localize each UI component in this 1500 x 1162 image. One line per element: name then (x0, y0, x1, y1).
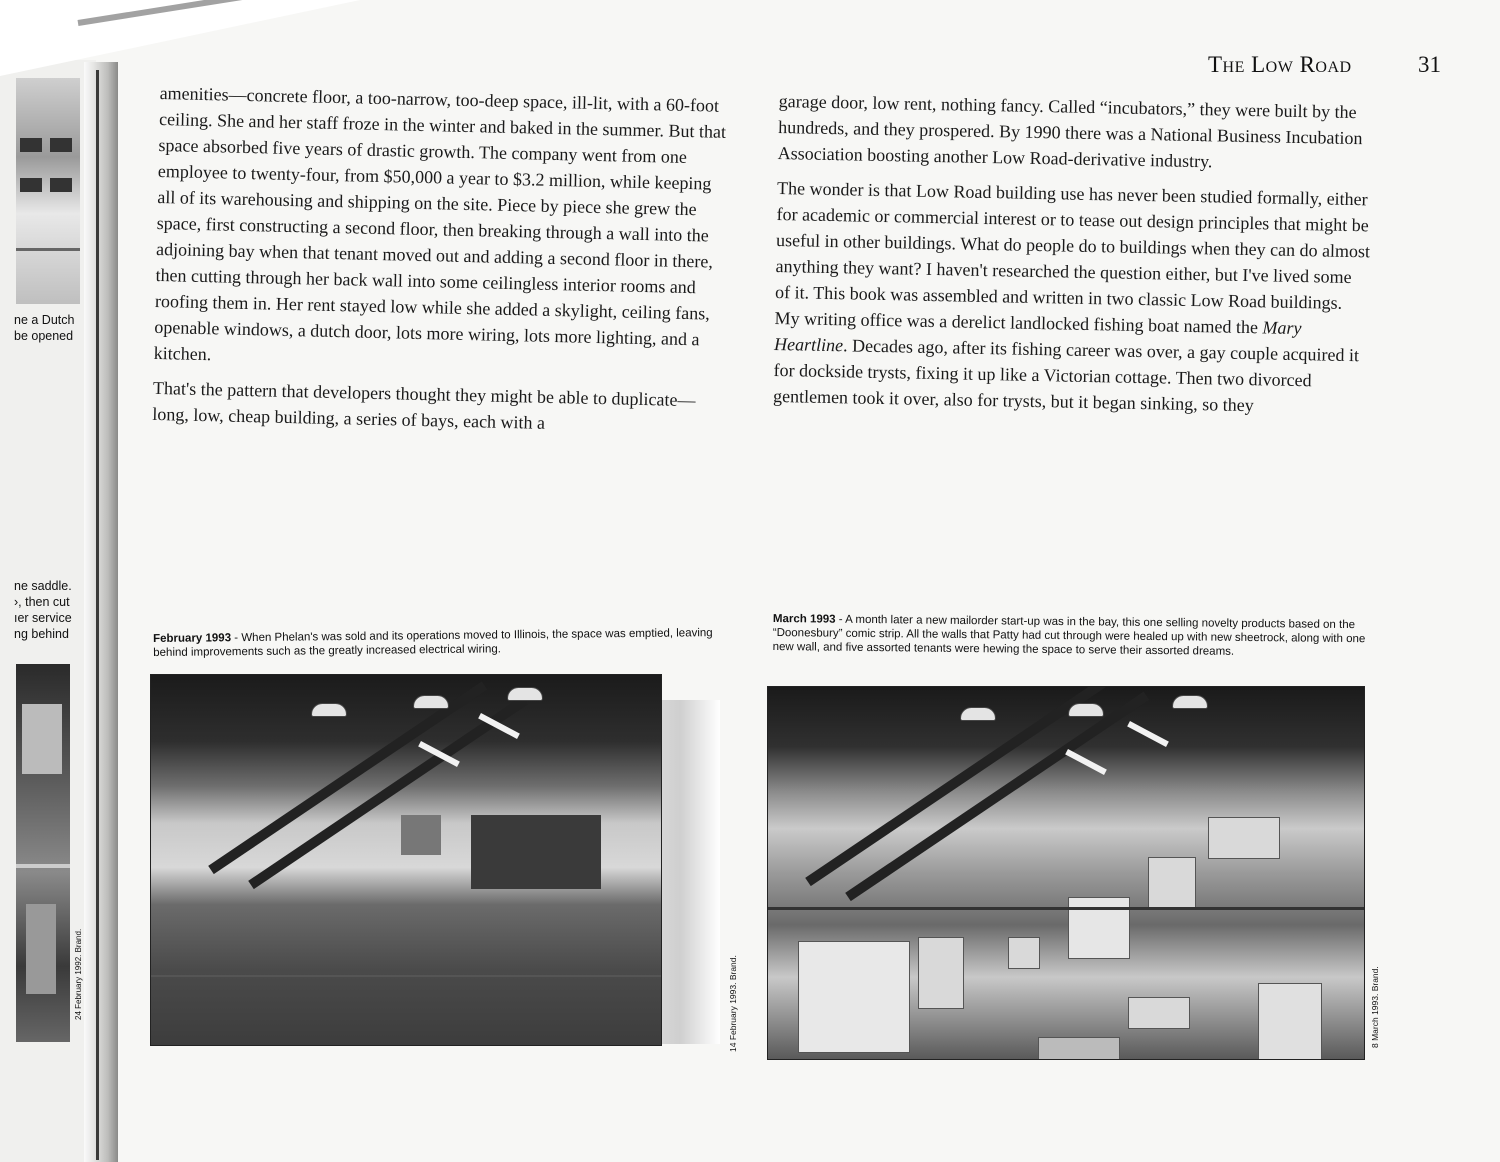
paragraph: That's the pattern that developers thought they might be able to duplicate—long, low, cheap building, a series of bays, each with a (152, 377, 696, 433)
left-caption-a: ne a Dutch be opened (14, 313, 75, 343)
text-column-left (152, 80, 730, 440)
left-page-photo-building (16, 78, 80, 304)
boat-name: Mary Heartline (773, 317, 1302, 356)
page-fold-corner (0, 0, 360, 76)
left-caption-b: ne saddle. ›, then cut ıer service ng behind (14, 579, 72, 641)
left-photo-credit-bottom: 24 February 1992. Brand. (74, 928, 83, 1020)
gutter-shadow-line (96, 70, 99, 1160)
text-column-right (773, 88, 1374, 420)
photo-february-empty-bay (150, 674, 662, 1046)
paragraph: The wonder is that Low Road building use has never been studied formally, either for academic or commercial interest or to tease out design principles that might be useful in other buildings. What do people do to buildings when they can do almost anything they want? I haven't researched the question either, but I've lived some of it. This book was assembled and written in two classic Low Road buildings. My writing office was a derelict landlocked fishing boat named the Mary Heartline. Decades ago, after its fishing career was over, a gay couple acquired it for dockside trysts, fixing it up like a Victorian cottage. Then two divorced gentlemen took it over, also for trysts, but it began sinking, so they (772, 177, 1371, 416)
paragraph: amenities—concrete floor, a too-narrow, too-deep space, ill-lit, with a 60-foot ceiling. She and her staff froze in the winter and baked in the summer. But that space absorbed five years of drastic growth. The company went from one employee to twenty-four, from $50,000 a year to $3.2 million, while keeping all of its warehousing and shipping on the site. Piece by piece she grew the space, first constructing a second floor, then breaking through a wall into the adjoining bay when that tenant moved out and adding a second floor in there, then cutting through her back wall into some ceilingless interior rooms and roofing them in. Her rent stayed low while she added a skylight, ceiling fans, openable windows, a dutch door, lots more wiring, lots more lighting, and a kitchen. (153, 82, 727, 365)
photo-credit-february: 14 February 1993. Brand. (728, 955, 738, 1052)
figure-caption-february: February 1993 - When Phelan's was sold and its operations moved to Illinois, the space was emptied, leaving behind improvements such as the greatly increased electrical wiring. (153, 627, 713, 659)
running-header-title: The Low Road (1208, 52, 1352, 77)
photo-credit-march: 8 March 1993. Brand. (1370, 966, 1380, 1048)
photo-march-occupied-bay (767, 686, 1365, 1060)
paragraph: garage door, low rent, nothing fancy. Called “incubators,” they were built by the hundreds, and they prospered. By 1990 there was a National Business Incubation Association boosting another Low Road-derivative industry. (777, 90, 1363, 172)
figure-caption-march: March 1993 - A month later a new mailorder start-up was in the bay, this one selling novelty products based on the “Doonesbury” comic strip. All the walls that Patty had cut through were healed up with new sheetrock, along with one new wall, and five assorted tenants were hewing the space to serve their assorted dreams. (772, 612, 1366, 658)
page-number: 31 (1418, 52, 1441, 77)
binding-gutter (84, 62, 118, 1162)
left-page-photo-interior (16, 664, 70, 1042)
